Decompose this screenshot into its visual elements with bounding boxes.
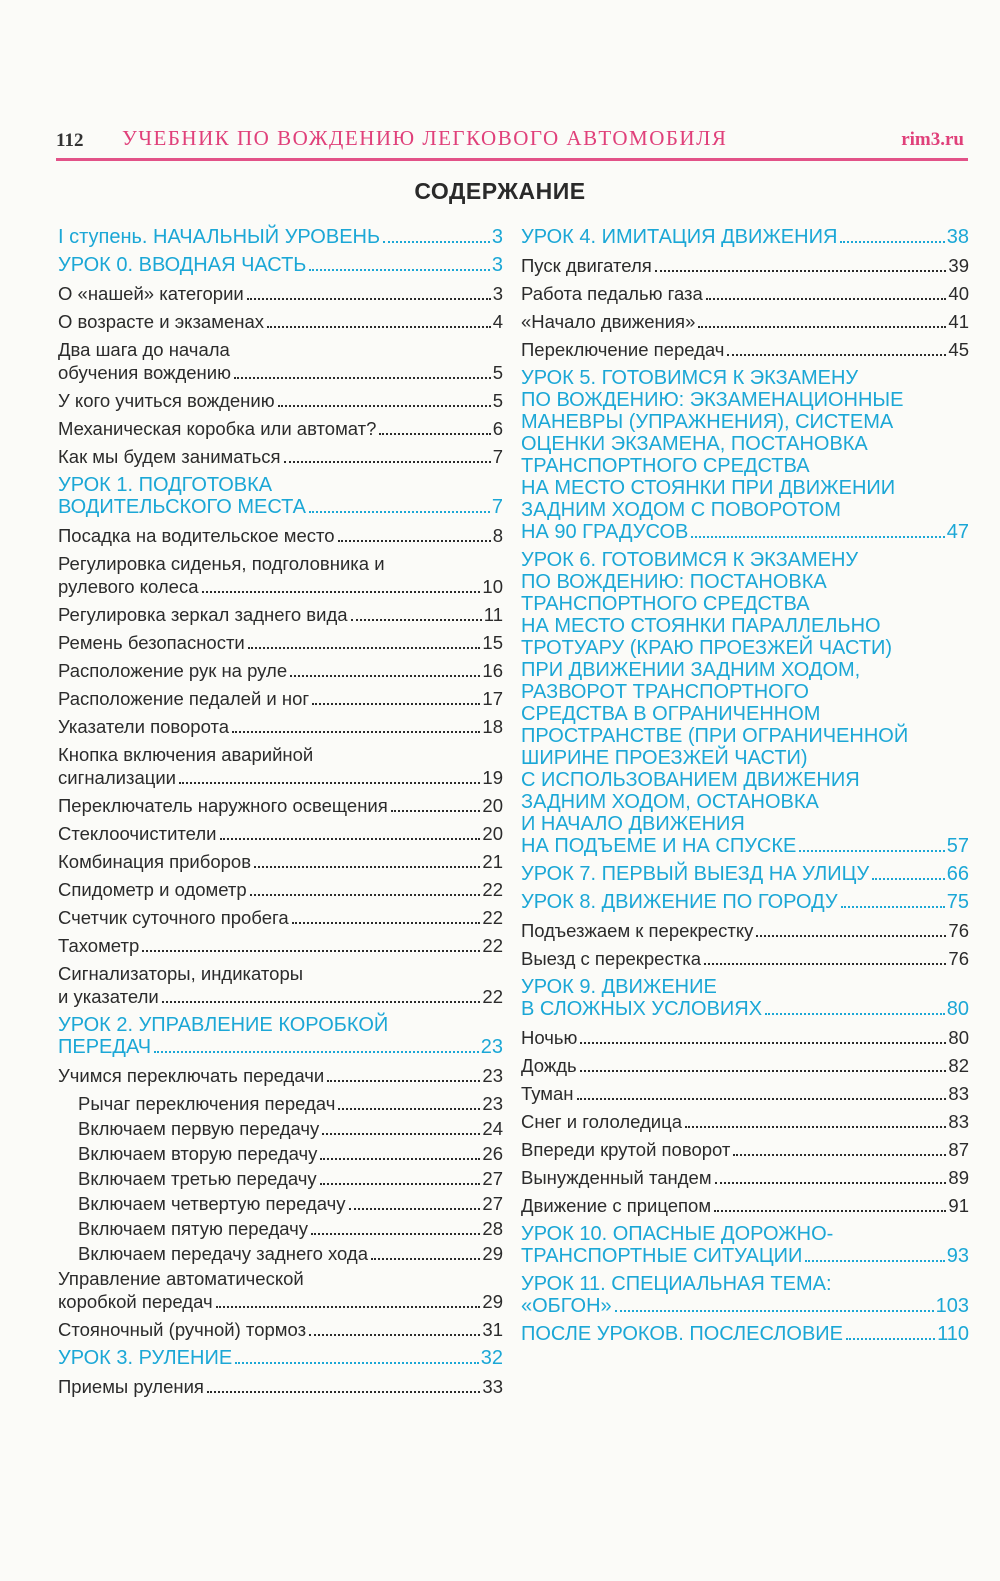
toc-page-number: 16 [482,660,503,681]
toc-entry[interactable] [521,919,969,942]
dot-leader [312,703,480,705]
toc-entry-title-line: Подъезжаем к перекрестку [521,920,754,941]
toc-page-number: 80 [946,998,969,1020]
toc-page-number: 103 [935,1295,969,1317]
toc-entry[interactable] [58,338,503,384]
toc-entry-title-line: коробкой передач [58,1291,213,1312]
toc-entry-title-line: Включаем пятую передачу [78,1218,309,1239]
toc-heading: СОДЕРЖАНИЕ [414,178,586,204]
toc-page-number: 41 [948,311,969,332]
toc-page-number: 17 [482,688,503,709]
dot-leader [232,731,480,733]
toc-entry-title-line: УРОК 7. ПЕРВЫЙ ВЫЕЗД НА УЛИЦУ [521,863,870,885]
toc-page-number: 22 [482,907,503,928]
toc-entry[interactable] [521,282,969,305]
dot-leader [706,298,947,300]
toc-page-number: 89 [948,1167,969,1188]
toc-page-number: 11 [483,604,503,625]
toc-page-number: 57 [946,835,969,857]
toc-entry[interactable] [58,1167,503,1190]
toc-entry-title-line: ТРАНСПОРТНЫЕ СИТУАЦИИ [521,1245,803,1267]
toc-entry[interactable] [521,947,969,970]
toc-entry-title-line: Приемы руления [58,1376,204,1397]
toc-entry-title-line: Переключатель наружного освещения [58,795,388,816]
toc-entry-title-line: ТРАНСПОРТНОГО СРЕДСТВА [521,593,810,615]
toc-lesson-entry[interactable] [58,1014,503,1058]
toc-entry[interactable] [58,1318,503,1341]
toc-entry-title-line: обучения вождению [58,362,231,383]
dot-leader [309,269,489,271]
toc-page-number: 24 [482,1118,503,1139]
toc-page-number: 39 [948,255,969,276]
toc-entry-title-line: Включаем вторую передачу [78,1143,318,1164]
toc-page-number: 66 [946,863,969,885]
toc-entry-title-line: Управление автоматической [58,1268,304,1289]
toc-page-number: 3 [491,254,503,276]
dot-leader [841,906,945,908]
toc-page-number: 20 [482,823,503,844]
toc-lesson-entry[interactable] [521,1223,969,1267]
toc-entry-title-line: Как мы будем заниматься [58,446,281,467]
toc-entry-title-line: НА МЕСТО СТОЯНКИ ПАРАЛЛЕЛЬНО [521,615,881,637]
dot-leader [250,894,481,896]
toc-entry-title-line: В СЛОЖНЫХ УСЛОВИЯХ [521,998,763,1020]
toc-page-number: 22 [482,935,503,956]
dot-leader [248,647,481,649]
dot-leader [309,1334,480,1336]
dot-leader [320,1158,480,1160]
dot-leader [338,1108,480,1110]
toc-entry[interactable] [58,552,503,598]
dot-leader [580,1070,947,1072]
toc-page-number: 27 [482,1168,503,1189]
toc-entry[interactable] [521,1082,969,1105]
toc-entry-title-line: УРОК 10. ОПАСНЫЕ ДОРОЖНО- [521,1223,834,1245]
toc-entry-title-line: О возрасте и экзаменах [58,311,264,332]
toc-lesson-entry[interactable] [58,226,503,248]
dot-leader [220,838,481,840]
dot-leader [320,1183,481,1185]
dot-leader [351,619,482,621]
dot-leader [685,1126,946,1128]
toc-page-number: 6 [492,418,503,439]
dot-leader [379,433,490,435]
toc-entry-title-line: ЗАДНИМ ХОДОМ С ПОВОРОТОМ [521,499,841,521]
dot-leader [349,1208,481,1210]
toc-entry[interactable] [521,1194,969,1217]
toc-entry-title-line: ОЦЕНКИ ЭКЗАМЕНА, ПОСТАНОВКА [521,433,868,455]
toc-entry-title-line: Работа педалью газа [521,283,703,304]
dot-leader [733,1154,946,1156]
toc-lesson-entry[interactable] [58,474,503,518]
toc-page-number: 32 [480,1347,503,1369]
toc-entry-title-line: СРЕДСТВА В ОГРАНИЧЕННОМ [521,703,821,725]
toc-entry[interactable] [58,822,503,845]
toc-entry-title-line: Движение с прицепом [521,1195,712,1216]
toc-entry-title-line: Ремень безопасности [58,632,245,653]
toc-entry-title-line: Тахометр [58,935,140,956]
toc-page-number: 26 [482,1143,503,1164]
toc-lesson-entry[interactable] [521,549,969,857]
toc-entry-title-line: ПРОСТРАНСТВЕ (ПРИ ОГРАНИЧЕННОЙ [521,725,909,747]
toc-page-number: 23 [480,1036,503,1058]
toc-entry[interactable] [58,1092,503,1115]
toc-entry-title-line: УРОК 11. СПЕЦИАЛЬНАЯ ТЕМА: [521,1273,832,1295]
toc-page-number: 22 [482,986,503,1007]
toc-entry[interactable] [58,850,503,873]
toc-page-number: 47 [946,521,969,543]
toc-entry-title-line: И НАЧАЛО ДВИЖЕНИЯ [521,813,745,835]
toc-entry-title-line: Пуск двигателя [521,255,652,276]
dot-leader [207,1391,480,1393]
toc-column-right [521,226,969,1351]
dot-leader [278,405,491,407]
dot-leader [691,536,944,538]
toc-page-number: 4 [492,311,503,332]
toc-page-number: 82 [948,1055,969,1076]
toc-page-number: 3 [492,283,503,304]
toc-page-number: 8 [492,525,503,546]
toc-entry-title-line: Стояночный (ручной) тормоз [58,1319,307,1340]
toc-lesson-entry[interactable] [521,976,969,1020]
toc-entry[interactable] [58,934,503,957]
toc-entry[interactable] [521,1026,969,1049]
book-title: УЧЕБНИК ПО ВОЖДЕНИЮ ЛЕГКОВОГО АВТОМОБИЛЯ [122,126,728,150]
toc-entry[interactable] [58,282,503,305]
dot-leader [714,1210,946,1212]
toc-entry-title-line: Учимся переключать передачи [58,1065,325,1086]
toc-entry-title-line: ПО ВОЖДЕНИЮ: ПОСТАНОВКА [521,571,827,593]
page-number: 112 [56,130,84,151]
toc-entry-title-line: Счетчик суточного пробега [58,907,289,928]
dot-leader [846,1338,935,1340]
dot-leader [235,1362,479,1364]
toc-entry[interactable] [521,1138,969,1161]
toc-entry[interactable] [521,1110,969,1133]
toc-entry-title-line: рулевого колеса [58,576,199,597]
toc-entry-title-line: сигнализации [58,767,177,788]
toc-entry-title-line: и указатели [58,986,159,1007]
dot-leader [327,1080,480,1082]
toc-page-number: 5 [492,362,503,383]
dot-leader [247,298,491,300]
toc-column-left [58,226,503,1403]
toc-entry-title-line: ШИРИНЕ ПРОЕЗЖЕЙ ЧАСТИ) [521,747,808,769]
toc-entry-title-line: Выезд с перекрестка [521,948,701,969]
toc-entry[interactable] [521,338,969,361]
toc-page-number: 75 [946,891,969,913]
toc-entry-title-line: Включаем передачу заднего хода [78,1243,369,1264]
toc-entry-title-line: О «нашей» категории [58,283,244,304]
toc-entry-title-line: УРОК 2. УПРАВЛЕНИЕ КОРОБКОЙ [58,1014,389,1036]
toc-page-number: 21 [482,851,503,872]
dot-leader [727,354,946,356]
dot-leader [154,1051,479,1053]
toc-page-number: 5 [492,390,503,411]
toc-entry-title-line: Впереди крутой поворот [521,1139,731,1160]
toc-lesson-entry[interactable] [58,254,503,276]
toc-page-number: 91 [948,1195,969,1216]
toc-entry-title-line: Регулировка зеркал заднего вида [58,604,348,625]
toc-page-number: 20 [482,795,503,816]
toc-entry-title-line: У кого учиться вождению [58,390,275,411]
dot-leader [799,850,944,852]
toc-lesson-entry[interactable] [521,891,969,913]
toc-entry-title-line: Комбинация приборов [58,851,252,872]
toc-page-number: 33 [482,1376,503,1397]
dot-leader [805,1260,944,1262]
dot-leader [756,935,946,937]
toc-entry-title-line: Спидометр и одометр [58,879,247,900]
dot-leader [322,1133,480,1135]
toc-page-number: 23 [482,1093,503,1114]
page-header [56,122,968,162]
toc-entry-title-line: УРОК 9. ДВИЖЕНИЕ [521,976,717,998]
toc-entry[interactable] [58,687,503,710]
dot-leader [234,377,491,379]
toc-entry[interactable] [58,1142,503,1165]
toc-entry[interactable] [521,1054,969,1077]
toc-entry-title-line: НА 90 ГРАДУСОВ [521,521,689,543]
toc-entry-title-line: УРОК 6. ГОТОВИМСЯ К ЭКЗАМЕНУ [521,549,859,571]
toc-entry[interactable] [521,1166,969,1189]
toc-entry[interactable] [58,524,503,547]
toc-entry-title-line: УРОК 5. ГОТОВИМСЯ К ЭКЗАМЕНУ [521,367,859,389]
toc-entry-title-line: Рычаг переключения передач [78,1093,336,1114]
toc-entry-title-line: Посадка на водительское место [58,525,335,546]
dot-leader [216,1306,481,1308]
toc-entry-title-line: Указатели поворота [58,716,230,737]
toc-entry-title-line: Два шага до начала [58,339,230,360]
dot-leader [371,1258,480,1260]
dot-leader [142,950,480,952]
toc-lesson-entry[interactable] [58,1347,503,1369]
dot-leader [391,810,481,812]
toc-entry[interactable] [58,389,503,412]
toc-entry-title-line: Дождь [521,1055,577,1076]
toc-page-number: 29 [482,1291,503,1312]
dot-leader [577,1098,947,1100]
toc-entry-title-line: Ночью [521,1027,578,1048]
dot-leader [872,878,945,880]
toc-page-number: 19 [482,767,503,788]
toc-entry[interactable] [58,906,503,929]
dot-leader [698,326,946,328]
toc-entry-title-line: Снег и гололедица [521,1111,683,1132]
toc-entry-title-line: С ИСПОЛЬЗОВАНИЕМ ДВИЖЕНИЯ [521,769,860,791]
toc-entry-title-line: ПО ВОЖДЕНИЮ: ЭКЗАМЕНАЦИОННЫЕ [521,389,904,411]
dot-leader [840,241,944,243]
dot-leader [292,922,481,924]
toc-entry[interactable] [58,1064,503,1087]
toc-entry[interactable] [58,1242,503,1265]
dot-leader [655,270,947,272]
toc-page-number: 7 [492,446,503,467]
dot-leader [765,1013,945,1015]
toc-page-number: 80 [948,1027,969,1048]
toc-entry[interactable] [58,603,503,626]
toc-entry[interactable] [521,310,969,333]
toc-entry-title-line: УРОК 8. ДВИЖЕНИЕ ПО ГОРОДУ [521,891,838,913]
toc-entry[interactable] [58,1192,503,1215]
toc-page-number: 22 [482,879,503,900]
toc-page-number: 87 [948,1139,969,1160]
dot-leader [309,511,490,513]
toc-entry[interactable] [58,1267,503,1313]
toc-entry-title-line: НА ПОДЪЕМЕ И НА СПУСКЕ [521,835,797,857]
toc-entry-title-line: Включаем четвертую передачу [78,1193,346,1214]
toc-page-number: 28 [482,1218,503,1239]
toc-entry-title-line: НА МЕСТО СТОЯНКИ ПРИ ДВИЖЕНИИ [521,477,896,499]
dot-leader [254,866,480,868]
toc-entry-title-line: УРОК 0. ВВОДНАЯ ЧАСТЬ [58,254,307,276]
toc-lesson-entry[interactable] [521,863,969,885]
dot-leader [338,540,491,542]
toc-entry-title-line: ТРАНСПОРТНОГО СРЕДСТВА [521,455,810,477]
toc-entry-title-line: ПЕРЕДАЧ [58,1036,152,1058]
toc-page-number: 7 [491,496,503,518]
toc-entry-title-line: Включаем первую передачу [78,1118,320,1139]
toc-entry[interactable] [58,794,503,817]
header-divider [56,158,968,161]
dot-leader [267,326,491,328]
toc-entry[interactable] [58,1117,503,1140]
dot-leader [290,675,480,677]
toc-page-number: 83 [948,1083,969,1104]
toc-page-number: 40 [948,283,969,304]
toc-entry-title-line: Сигнализаторы, индикаторы [58,963,304,984]
toc-entry[interactable] [58,743,503,789]
toc-page-number: 93 [946,1245,969,1267]
toc-entry-title-line: Переключение передач [521,339,725,360]
toc-entry[interactable] [58,631,503,654]
toc-page-number: 110 [937,1323,969,1345]
toc-entry-title-line: «ОБГОН» [521,1295,612,1317]
toc-entry-title-line: Вынужденный тандем [521,1167,712,1188]
dot-leader [580,1042,946,1044]
toc-lesson-entry[interactable] [521,367,969,543]
toc-page-number: 3 [491,226,503,248]
dot-leader [704,963,946,965]
toc-entry-title-line: ВОДИТЕЛЬСКОГО МЕСТА [58,496,306,518]
toc-entry[interactable] [58,878,503,901]
toc-entry-title-line: Включаем третью передачу [78,1168,317,1189]
dot-leader [615,1310,934,1312]
toc-page-number: 45 [948,339,969,360]
toc-entry-title-line: Стеклоочистители [58,823,217,844]
toc-entry-title-line: УРОК 4. ИМИТАЦИЯ ДВИЖЕНИЯ [521,226,838,248]
toc-page-number: 31 [482,1319,503,1340]
toc-entry[interactable] [58,445,503,468]
toc-entry-title-line: ПРИ ДВИЖЕНИИ ЗАДНИМ ХОДОМ, [521,659,861,681]
toc-entry-title-line: ТРОТУАРУ (КРАЮ ПРОЕЗЖЕЙ ЧАСТИ) [521,637,892,659]
dot-leader [162,1001,481,1003]
toc-entry-title-line: РАЗВОРОТ ТРАНСПОРТНОГО [521,681,809,703]
toc-page-number: 15 [482,632,503,653]
toc-lesson-entry[interactable] [521,1273,969,1317]
toc-entry-title-line: ПОСЛЕ УРОКОВ. ПОСЛЕСЛОВИЕ [521,1323,844,1345]
dot-leader [311,1233,480,1235]
toc-page-number: 23 [482,1065,503,1086]
toc-entry-title-line: УРОК 1. ПОДГОТОВКА [58,474,273,496]
toc-entry-title-line: УРОК 3. РУЛЕНИЕ [58,1347,233,1369]
toc-page-number: 83 [948,1111,969,1132]
toc-entry-title-line: Расположение рук на руле [58,660,288,681]
toc-page-number: 76 [948,920,969,941]
toc-entry[interactable] [58,1375,503,1398]
toc-lesson-entry[interactable] [521,226,969,248]
toc-page-number: 76 [948,948,969,969]
toc-entry-title-line: Расположение педалей и ног [58,688,310,709]
toc-page-number: 27 [482,1193,503,1214]
toc-entry[interactable] [521,254,969,277]
dot-leader [715,1182,947,1184]
dot-leader [383,241,490,243]
toc-entry[interactable] [58,1217,503,1240]
toc-page-number: 18 [482,716,503,737]
toc-entry[interactable] [58,659,503,682]
toc-page-number: 38 [946,226,969,248]
toc-entry-title-line: Кнопка включения аварийной [58,744,314,765]
toc-entry[interactable] [58,310,503,333]
toc-entry[interactable] [58,962,503,1008]
toc-entry-title-line: Регулировка сиденья, подголовника и [58,553,385,574]
site-link[interactable]: rim3.ru [901,129,964,150]
dot-leader [284,461,491,463]
toc-entry[interactable] [58,417,503,440]
toc-entry-title-line: МАНЕВРЫ (УПРАЖНЕНИЯ), СИСТЕМА [521,411,894,433]
toc-page-number: 10 [482,576,503,597]
toc-entry-title-line: I ступень. НАЧАЛЬНЫЙ УРОВЕНЬ [58,226,381,248]
toc-entry[interactable] [58,715,503,738]
toc-page-number: 29 [482,1243,503,1264]
dot-leader [179,782,480,784]
toc-entry-title-line: Механическая коробка или автомат? [58,418,377,439]
toc-entry-title-line: «Начало движения» [521,311,696,332]
toc-lesson-entry[interactable] [521,1323,969,1345]
dot-leader [202,591,481,593]
toc-entry-title-line: ЗАДНИМ ХОДОМ, ОСТАНОВКА [521,791,819,813]
toc-entry-title-line: Туман [521,1083,574,1104]
